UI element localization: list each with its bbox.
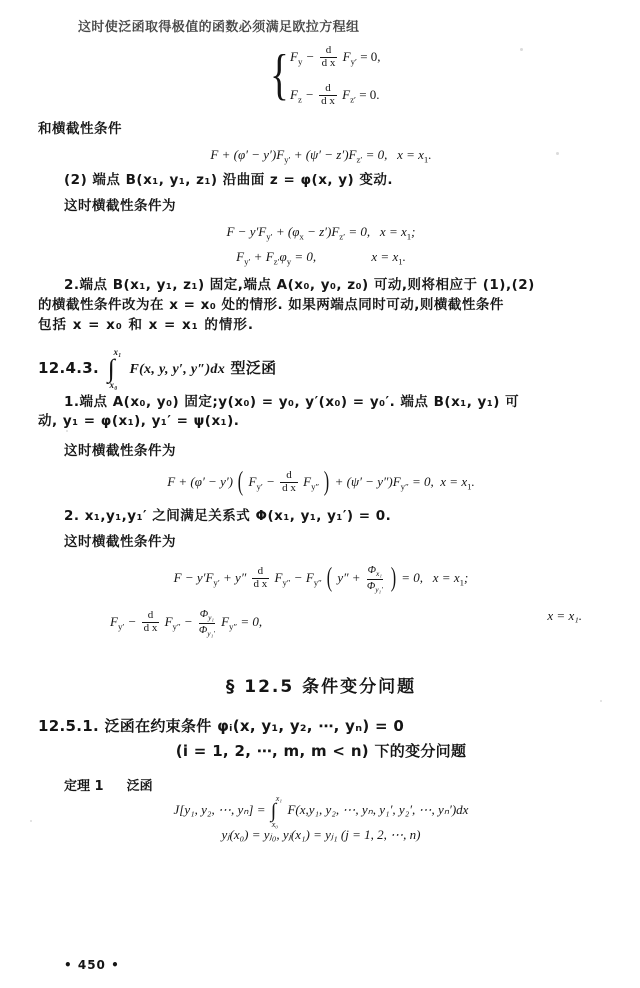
integral-lower-limit-small: x₀ bbox=[271, 819, 279, 829]
section-title-12-5: § 12.5 条件变分问题 bbox=[225, 677, 417, 698]
subsection-number: 12.5.1. bbox=[38, 717, 99, 736]
section-heading-tail: 型泛函 bbox=[230, 359, 277, 378]
integral-upper-limit-small: x₁ bbox=[275, 794, 283, 804]
para-2-text: 2. x₁,y₁,y₁′ 之间满足关系式 Φ(x₁, y₁, y₁′) = 0. bbox=[64, 508, 392, 525]
page-header-text: 这时使泛函取得极值的函数必须满足欧拉方程组 bbox=[78, 20, 360, 35]
then-transversality-label-3: 这时横截性条件为 bbox=[64, 533, 176, 550]
item-3-line-2: 的横截性条件改为在 x = x₀ 处的情形. 如果两端点同时可动,则横截性条件 bbox=[38, 297, 504, 314]
theorem-label: 定理 1 bbox=[64, 779, 104, 795]
euler-equation-2: $F_z$ − $\frac{d}{\text{d x}}$ $F_{z'} = 0$. bbox=[290, 82, 380, 107]
transversality-equation-4b: $F_{y'}$ − $\frac{d}{\text{d x}}$ $F_{y''}$ − $\frac{\Phi_{y_1}}{\Phi_{y_1'}}$ $F_{y''} = 0$, bbox=[110, 608, 263, 638]
integral-sign-small: ∫ x₁ x₀ bbox=[270, 794, 283, 829]
theorem-heading bbox=[38, 775, 604, 794]
left-brace-glyph: { bbox=[270, 44, 289, 106]
theorem-word: 泛函 bbox=[126, 779, 153, 795]
item-3-line-3: 包括 x = x₀ 和 x = x₁ 的情形. bbox=[38, 316, 255, 333]
section-heading-12-4-3 bbox=[38, 347, 604, 391]
theorem-functional-equation bbox=[38, 794, 604, 829]
integrand-expression: F(x, y, y′, y″)dx bbox=[129, 362, 226, 378]
section-number: 12.4.3. bbox=[38, 359, 99, 378]
transversality-equation-1: $F + (\varphi' - y')F_{y'} + (\psi' - z')F_{z'} = 0$, $x = x_1$. bbox=[210, 146, 432, 165]
scan-speck bbox=[30, 820, 32, 822]
transversality-equation-3: F + (φ′ − y′) ( $F_{y'}$ − $\frac{d}{\text{d x}}$ $F_{y''}$ ) + $(\psi' - y'')F_{y''} = 0$, $x = x_1$. bbox=[167, 466, 475, 497]
integral-lower-limit: x₀ bbox=[109, 380, 118, 391]
then-transversality-label-2: 这时横截性条件为 bbox=[64, 442, 176, 459]
item-2-text: (2) 端点 B(x₁, y₁, z₁) 沿曲面 z = φ(x, y) 变动. bbox=[64, 172, 394, 189]
item-3-line-1: 2.端点 B(x₁, y₁, z₁) 固定,端点 A(x₀, y₀, z₀) 可动,则将相应于 (1),(2) bbox=[64, 277, 535, 294]
euler-equation-1: $F_y$ − $\frac{d}{\text{d x}}$ $F_{y'} = 0$, bbox=[290, 44, 381, 69]
transversality-equation-2b: $F_{y'} + F_{z'}\varphi_y = 0$, $x = x_1$. bbox=[236, 248, 406, 267]
subsection-12-5-1 bbox=[38, 715, 604, 736]
functional-rhs: F(x,y₁, y₂, ⋯, yₙ, y₁′, y₂′, ⋯, yₙ′)dx bbox=[287, 802, 469, 818]
equation-condition-right: x = x₁. bbox=[547, 608, 582, 624]
integral-sign: ∫ x₁ x₀ bbox=[107, 347, 122, 391]
boundary-condition-equation: yⱼ(x₀) = yⱼ₀, yⱼ(x₁) = yⱼ₁ (j = 1, 2, ⋯, n) bbox=[221, 827, 421, 843]
euler-equation-system bbox=[38, 40, 604, 114]
para-1-line-2: 动, y₁ = φ(x₁), y₁′ = ψ(x₁). bbox=[38, 413, 240, 430]
para-1-line-1: 1.端点 A(x₀, y₀) 固定;y(x₀) = y₀, y′(x₀) = y₀′. 端点 B(x₁, y₁) 可 bbox=[64, 393, 520, 410]
subsection-line-2: (i = 1, 2, ⋯, m, m < n) 下的变分问题 bbox=[175, 742, 467, 761]
page-number: • 450 • bbox=[64, 958, 120, 972]
transversality-equation-4a: $F - y'F_{y'} + y''$ $\frac{d}{\text{d x}}$ $F_{y''} - F_{y''}$ ( y″ + $\frac{\Phi_{x_1}}{\Phi_{y_1'}}$ ) = 0, $x = x_1$; bbox=[173, 562, 469, 595]
integral-upper-limit: x₁ bbox=[113, 347, 122, 358]
transversality-label: 和横截性条件 bbox=[38, 121, 122, 137]
subsection-line-1: 泛函在约束条件 φᵢ(x, y₁, y₂, ⋯, yₙ) = 0 bbox=[104, 717, 405, 736]
transversality-equation-2a: $F - y'F_{y'} + (\varphi_x - z')F_{z'} = 0$, $x = x_1$; bbox=[226, 224, 416, 242]
transversality-equation-4b-row bbox=[38, 608, 604, 638]
then-transversality-label-1: 这时横截性条件为 bbox=[64, 197, 176, 214]
functional-lhs: J[y₁, y₂, ⋯, yₙ] = bbox=[173, 802, 266, 818]
document-body bbox=[38, 14, 604, 850]
